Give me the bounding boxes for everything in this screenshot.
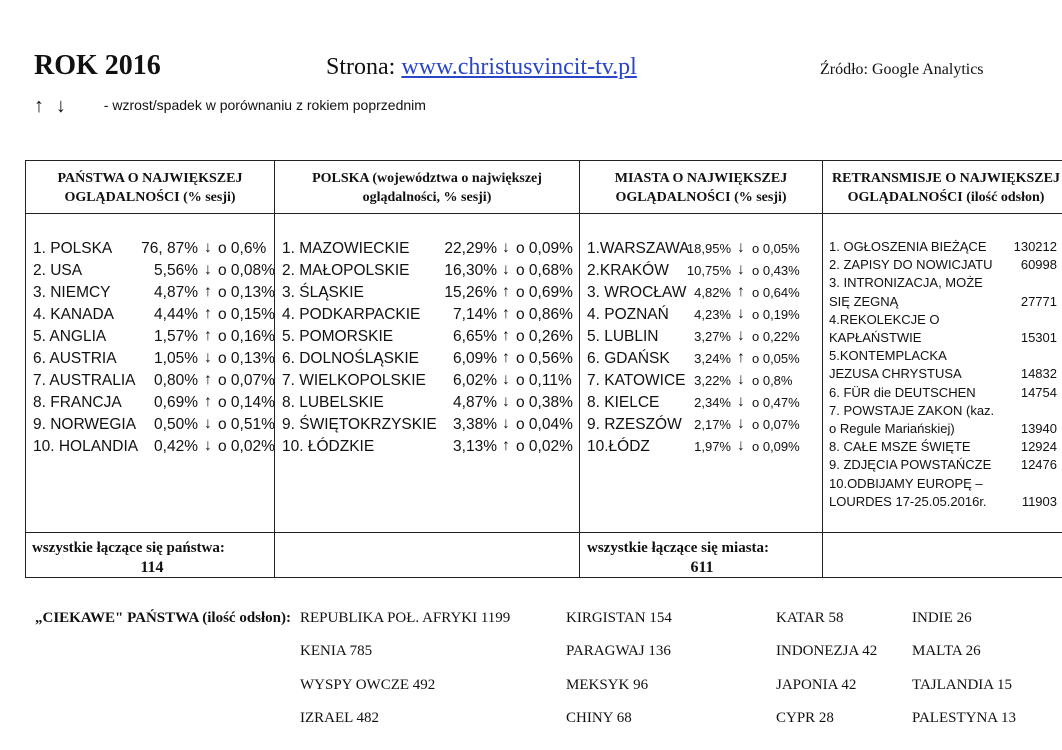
row-change: o 0,22% [752,329,800,344]
legend [34,95,426,118]
row-name: 3. ŚLĄSKIE [282,284,364,301]
countries-list [33,238,275,458]
row-name: 7. AUSTRALIA [33,372,136,389]
column-divider [579,161,580,577]
curious-country: PALESTYNA 13 [912,710,1017,726]
row-name: 4. POZNAŃ [587,306,669,323]
footer-divider [26,532,1062,533]
list-item [829,311,1057,347]
broadcast-count: 15301 [1020,330,1057,346]
curious-country: IZRAEL 482 [300,710,380,726]
table-row [282,348,574,370]
countries-total: 114 [140,559,164,576]
curious-country: JAPONIA 42 [776,677,857,693]
row-change: o 0,04% [516,416,573,433]
row-name: 2. USA [33,262,83,279]
row-change: o 0,09% [516,240,573,257]
arrow-down-icon: ↓ [204,261,212,278]
arrow-down-icon: ↓ [737,415,745,432]
row-change: o 0,13% [218,350,275,367]
broadcasts-list [829,238,1057,511]
row-name: 10. HOLANDIA [33,438,139,455]
curious-country: CHINY 68 [566,710,632,726]
broadcasts-header: RETRANSMISJE O NAJWIĘKSZEJ OGLĄDALNOŚCI (ilość odsłon) [832,171,1060,205]
row-name: 2. MAŁOPOLSKIE [282,262,410,279]
broadcast-count: 60998 [1020,257,1057,273]
broadcast-count: 14832 [1020,366,1057,382]
row-change: o 0,07% [752,417,800,432]
row-percent: 3,38% [453,416,497,433]
broadcast-title: 8. CAŁE MSZE ŚWIĘTE [829,439,971,455]
row-name: 6. DOLNOŚLĄSKIE [282,350,419,367]
voivodeships-header: POLSKA (województwa o największej oglądalności, % sesji) [312,171,542,205]
row-name: 3. WROCŁAW [587,284,687,301]
page-title: ROK 2016 [34,50,161,81]
broadcast-title: 1. OGŁOSZENIA BIEŻĄCE [829,239,987,254]
row-name: 10.ŁÓDZ [587,438,650,455]
row-percent: 4,44% [154,306,198,323]
table-row [282,304,574,326]
row-name: 9. NORWEGIA [33,416,137,433]
arrow-up-icon: ↑ [502,349,510,366]
voivodeships-list [282,238,574,458]
arrow-up-icon: ↑ [502,437,510,454]
row-name: 5. LUBLIN [587,328,659,345]
row-percent: 3,24% [694,351,731,366]
table-row [33,260,275,282]
row-name: 7. KATOWICE [587,372,686,389]
row-percent: 2,17% [694,417,731,432]
curious-country: KIRGISTAN 154 [566,610,672,626]
row-percent: 1,97% [694,439,731,454]
arrow-down-icon: ↓ [204,437,212,454]
arrow-down-icon: ↓ [204,349,212,366]
arrow-up-icon: ↑ [502,327,510,344]
curious-country: INDIE 26 [912,610,972,626]
row-change: o 0,86% [516,306,573,323]
table-row [587,392,819,414]
table-row [587,326,819,348]
table-row [33,326,275,348]
row-percent: 1,05% [154,350,198,367]
row-percent: 5,56% [154,262,198,279]
row-name: 1. POLSKA [33,240,113,257]
row-percent: 3,27% [694,329,731,344]
row-percent: 16,30% [444,262,497,279]
row-change: o 0,08% [218,262,275,279]
row-percent: 15,26% [444,284,497,301]
arrow-up-icon: ↑ [502,305,510,322]
row-percent: 6,02% [453,372,497,389]
broadcast-title: 7. POWSTAJE ZAKON (kaz. o Regule Mariańskiej) [829,402,995,437]
arrow-down-icon: ↓ [204,239,212,256]
curious-country: PARAGWAJ 136 [566,643,671,659]
row-change: o 0,38% [516,394,573,411]
row-change: o 0,6% [218,240,267,257]
curious-country: TAJLANDIA 15 [912,677,1013,693]
cities-list [587,238,819,458]
row-name: 9. ŚWIĘTOKRZYSKIE [282,416,437,433]
list-item [829,402,1057,438]
site-line [326,54,637,81]
table-row [33,282,275,304]
row-change: o 0,15% [218,306,275,323]
row-change: o 0,07% [218,372,275,389]
list-item [829,347,1057,383]
row-name: 6. AUSTRIA [33,350,117,367]
broadcast-title: 2. ZAPISY DO NOWICJATU [829,257,993,273]
row-percent: 18,95% [686,241,731,256]
table-row [282,326,574,348]
cities-total: 611 [690,559,714,576]
row-name: 3. NIEMCY [33,284,111,301]
countries-header: PAŃSTWA O NAJWIĘKSZEJ OGLĄDALNOŚCI (% sesji) [57,171,243,205]
arrow-down-icon: ↓ [737,261,745,278]
table-row [587,348,819,370]
arrow-down-icon: ↓ [737,305,745,322]
legend-text: - wzrost/spadek w porównaniu z rokiem poprzednim [103,97,426,113]
broadcast-count: 11903 [1021,493,1057,509]
arrow-up-icon: ↑ [502,283,510,300]
row-change: o 0,51% [218,416,275,433]
list-item [829,438,1057,456]
arrow-down-icon: ↓ [737,327,745,344]
site-url-link[interactable]: www.christusvincit-tv.pl [401,54,637,80]
broadcast-title: 3. INTRONIZACJA, MOŻE SIĘ ZEGNĄ [829,275,983,309]
arrow-down-icon: ↓ [502,261,510,278]
arrow-down-icon: ↓ [737,371,745,388]
broadcast-count: 13940 [1020,421,1057,437]
row-name: 8. LUBELSKIE [282,394,384,411]
arrow-up-icon: ↑ [737,283,745,300]
list-item [829,256,1057,274]
table-row [282,238,574,260]
row-percent: 4,87% [453,394,497,411]
list-item [829,384,1057,402]
table-row [587,260,819,282]
curious-country: MEKSYK 96 [566,677,649,693]
row-name: 4. PODKARPACKIE [282,306,421,323]
row-change: o 0,02% [516,438,573,455]
broadcast-title: 10.ODBIJAMY EUROPĘ – LOURDES 17-25.05.2016r. [829,475,987,509]
source-note: Źródło: Google Analytics [820,61,984,78]
row-name: 9. RZESZÓW [587,416,682,433]
row-percent: 0,50% [154,416,198,433]
row-percent: 4,82% [694,285,731,300]
table-row [587,238,819,260]
row-name: 5. ANGLIA [33,328,107,345]
table-row [587,304,819,326]
curious-country: KENIA 785 [300,643,373,659]
arrow-up-icon: ↑ [204,305,212,322]
broadcast-title: 9. ZDJĘCIA POWSTAŃCZE [829,457,992,473]
table-row [33,370,275,392]
row-name: 1. MAZOWIECKIE [282,240,410,257]
row-change: o 0,56% [516,350,573,367]
row-percent: 6,09% [453,350,497,367]
arrow-down-icon: ↓ [737,393,745,410]
row-percent: 2,34% [694,395,731,410]
row-percent: 0,42% [154,438,198,455]
row-percent: 76, 87% [141,240,198,257]
table-row [282,282,574,304]
list-item [829,274,1057,310]
table-row [282,392,574,414]
row-percent: 7,14% [453,306,497,323]
row-change: o 0,09% [752,439,800,454]
arrow-up-icon: ↑ [204,371,212,388]
row-percent: 0,69% [154,394,198,411]
table-row [587,370,819,392]
broadcast-title: 4.REKOLEKCJE O KAPŁAŃSTWIE [829,311,940,346]
row-percent: 0,80% [154,372,198,389]
curious-country: WYSPY OWCZE 492 [300,677,436,693]
arrow-up-icon: ↑ [737,349,745,366]
table-row [33,348,275,370]
curious-country: CYPR 28 [776,710,834,726]
row-name: 1.WARSZAWA [587,240,690,257]
cities-header: MIASTA O NAJWIĘKSZEJ OGLĄDALNOŚCI (% sesji) [614,171,788,205]
row-percent: 10,75% [686,263,731,278]
broadcast-title: 6. FÜR die DEUTSCHEN [829,384,976,400]
table-row [33,392,275,414]
row-change: o 0,43% [752,263,800,278]
arrow-down-icon: ↓ [737,437,745,454]
row-percent: 6,65% [453,328,497,345]
broadcast-count: 12476 [1020,457,1057,473]
table-row [282,370,574,392]
arrow-up-icon: ↑ [34,95,44,117]
countries-footer-label: wszystkie łączące się państwa: [32,540,225,556]
broadcast-title: 5.KONTEMPLACKA JEZUSA CHRYSTUSA [829,348,962,382]
row-change: o 0,64% [752,285,800,300]
site-label: Strona: [326,54,396,80]
curious-country: KATAR 58 [776,610,844,626]
arrow-down-icon: ↓ [502,415,510,432]
list-item [829,238,1057,256]
row-percent: 3,13% [453,438,497,455]
curious-countries-title: „CIEKAWE" PAŃSTWA (ilość odsłon): [35,610,292,626]
row-change: o 0,11% [516,372,572,389]
cities-footer-label: wszystkie łączące się miasta: [587,540,770,556]
row-change: o 0,8% [752,373,793,388]
table-row [33,414,275,436]
column-divider [822,161,823,577]
list-item [829,456,1057,474]
row-change: o 0,05% [752,351,800,366]
row-change: o 0,05% [752,241,800,256]
row-name: 4. KANADA [33,306,114,323]
cities-footer [587,539,817,577]
row-change: o 0,13% [218,284,275,301]
table-row [587,436,819,458]
arrow-down-icon: ↓ [204,415,212,432]
row-change: o 0,26% [516,328,573,345]
curious-country: MALTA 26 [912,643,981,659]
row-name: 7. WIELKOPOLSKIE [282,372,426,389]
row-change: o 0,16% [218,328,275,345]
curious-country: REPUBLIKA POŁ. AFRYKI 1199 [300,610,511,626]
row-name: 6. GDAŃSK [587,350,670,367]
table-row [282,260,574,282]
row-percent: 1,57% [154,328,198,345]
arrow-down-icon: ↓ [502,239,510,256]
table-row [587,414,819,436]
table-row [282,436,574,458]
row-change: o 0,02% [218,438,275,455]
row-name: 5. POMORSKIE [282,328,394,345]
broadcast-count: 27771 [1020,293,1057,309]
row-change: o 0,47% [752,395,800,410]
row-percent: 4,23% [694,307,731,322]
table-row [33,238,269,260]
arrow-up-icon: ↑ [204,327,212,344]
table-row [282,414,574,436]
row-name: 10. ŁÓDZKIE [282,438,375,455]
row-percent: 3,22% [694,373,731,388]
broadcast-count: 130212 [1013,239,1057,254]
broadcast-count: 14754 [1020,384,1057,400]
broadcast-count: 12924 [1020,439,1057,455]
arrow-down-icon: ↓ [502,393,510,410]
arrow-down-icon: ↓ [737,239,745,256]
row-name: 8. FRANCJA [33,394,122,411]
table-row [33,436,275,458]
list-item [829,475,1057,511]
arrow-down-icon: ↓ [55,95,66,117]
curious-country: INDONEZJA 42 [776,643,878,659]
table-row [33,304,275,326]
row-change: o 0,14% [218,394,275,411]
row-name: 2.KRAKÓW [587,262,669,279]
arrow-up-icon: ↑ [204,283,212,300]
countries-footer [32,539,272,577]
arrow-down-icon: ↓ [502,371,510,388]
row-percent: 4,87% [154,284,198,301]
row-percent: 22,29% [444,240,497,257]
row-change: o 0,69% [516,284,573,301]
row-change: o 0,68% [516,262,573,279]
row-change: o 0,19% [752,307,800,322]
table-row [587,282,819,304]
stats-table [25,160,1062,578]
row-name: 8. KIELCE [587,394,660,411]
header-divider [26,213,1062,214]
arrow-up-icon: ↑ [204,393,212,410]
